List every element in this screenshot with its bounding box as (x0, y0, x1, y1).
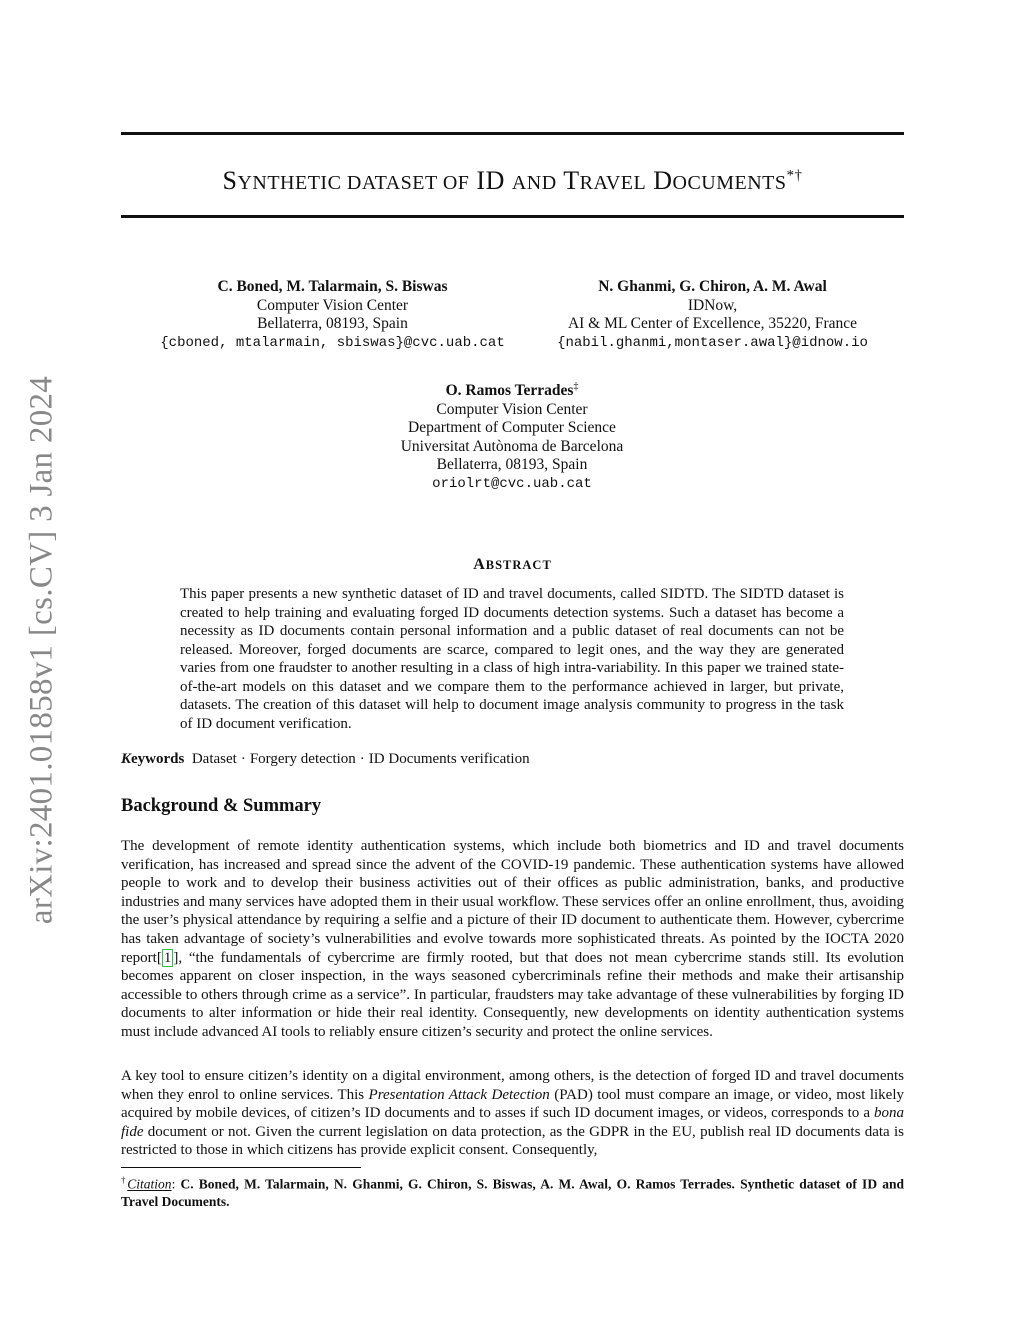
title-rule-top (121, 132, 904, 135)
author-block-uab (312, 378, 712, 493)
title-word-id: ID (476, 166, 505, 195)
title-word-synthetic-cap: S (222, 166, 238, 195)
paper-title (121, 166, 904, 196)
title-word-travel-rest: RAVEL (579, 172, 647, 194)
footnote-rule (121, 1167, 361, 1168)
body-paragraph-1: The development of remote identity authentication systems, which include both biometrics and ID and travel documents verification, has increased and spread since the advent of the COVID-19 pandemic. These authentication systems have allowed people to work and to develop their business activities out of their offices as public administration, banks, and productive industries and many services have adopted them in their usual workflow. These services offer an online enrollment, thus, avoiding the user’s physical attendance by requiring a selfie and a picture of their ID document to authenticate them. However, cybercrime has taken advantage of society’s vulnerabilities and evolve towards more sophisticated threats. As pointed by the IOCTA 2020 report[ 1 ], “the fundamentals of cybercrime are firmly rooted, but that does not mean cybercrime stands still. Its evolution becomes apparent on closer inspection, in the ways seasoned cybercriminals refine their methods and make their artisanship accessible to others through crime as a service”. In particular, fraudsters may take advantage of these vulnerabilities by forging ID documents to alter information or hide their real identity. Consequently, new developments on identity authentication systems must include advanced AI tools to reliably ensure citizen’s security and protect the online services. (121, 838, 904, 1040)
keywords-label: Keywords (121, 751, 185, 767)
author-footnote-mark: ‡ (573, 381, 579, 392)
affiliation-line: AI & ML Center of Excellence, 35220, France (567, 315, 858, 332)
body-paragraph-2: A key tool to ensure citizen’s identity on a digital environment, among others, is the detection of forged ID and travel documents when they enrol to online services. This Presentation Attack Detection (PAD) tool must compare an image, or video, most likely acquired by mobile devices, of citizen’s ID documents and to asses if such ID document images, or videos, corresponds to a bona fide document or not. Given the current legislation on data protection, as the GDPR in the EU, publish real ID documents data is restricted to those in which citizens has provide explicit consent. Consequently, (121, 1068, 904, 1159)
keyword-item: ID Documents verification (368, 751, 530, 767)
keywords-line (121, 751, 904, 768)
title-words-synthetic-dataset-of: YNTHETIC DATASET OF (237, 172, 470, 194)
title-word-travel-cap: T (563, 166, 580, 195)
footnote-label: Citation (127, 1176, 172, 1192)
keyword-item: Forgery detection (249, 751, 356, 767)
title-rule-bottom (121, 215, 904, 218)
affiliation-line: Computer Vision Center (256, 296, 409, 314)
citation-link[interactable]: 1 (163, 949, 172, 966)
affiliation-line: Bellaterra, 08193, Spain (257, 315, 408, 332)
abstract-text: This paper presents a new synthetic dataset of ID and travel documents, called SIDTD. The SIDTD dataset is created to help training and evaluating forged ID documents detection systems. Such a dataset has become a necessity as ID documents contain personal information and a public dataset of real documents can not be released. Moreover, forged documents are scarce, compared to legit ones, and the way they are generated varies from one fraudster to another resulting in a class of high intra-variability. In this paper we trained state-of-the-art models on this dataset and we compare them to the performance achieved in larger, but private, datasets. The creation of this dataset will help to document image analysis community to progress in the task of ID document verification. (180, 586, 844, 732)
italic-term: bona fide (121, 1105, 904, 1140)
title-footnote-marks: *† (786, 167, 803, 184)
affiliation-line: Computer Vision Center (436, 400, 588, 418)
author-email: oriolrt@cvc.uab.cat (432, 475, 592, 492)
author-names: C. Boned, M. Talarmain, S. Biswas (217, 278, 448, 295)
author-names (312, 378, 712, 401)
section-heading: Background & Summary (121, 796, 322, 816)
author-names: N. Ghanmi, G. Chiron, A. M. Awal (598, 278, 827, 295)
keyword-separator: · (359, 751, 365, 767)
footnote-mark: † (121, 1175, 128, 1185)
author-name-text: O. Ramos Terrades (445, 382, 574, 400)
footnote-reference: C. Boned, M. Talarmain, N. Ghanmi, G. Chiron, S. Biswas, A. M. Awal, O. Ramos Terrades. Synthetic dataset of ID and Travel Documents. (121, 1176, 904, 1209)
author-block-cvc (130, 278, 535, 352)
title-word-documents-cap: D (653, 166, 673, 195)
author-email: {nabil.ghanmi,montaser.awal}@idnow.io (557, 334, 868, 351)
arxiv-identifier-stamp: arXiv:2401.01858v1 [cs.CV] 3 Jan 2024 (23, 375, 60, 925)
author-block-idnow (530, 278, 895, 352)
italic-term: Presentation Attack Detection (368, 1086, 550, 1103)
abstract-heading-rest: BSTRACT (485, 558, 552, 572)
abstract-heading (121, 556, 904, 574)
keyword-separator: · (240, 751, 246, 767)
keyword-item: Dataset (191, 751, 237, 767)
affiliation-line: Bellaterra, 08193, Spain (436, 456, 588, 474)
affiliation-line: Department of Computer Science (408, 419, 616, 437)
citation-footnote: †Citation: C. Boned, M. Talarmain, N. Ghanmi, G. Chiron, S. Biswas, A. M. Awal, O. Ramos Terrades. Synthetic dataset of ID and Travel Documents. (121, 1175, 904, 1209)
affiliation-line: Universitat Autònoma de Barcelona (400, 437, 624, 455)
author-email: {cboned, mtalarmain, sbiswas}@cvc.uab.cat (160, 334, 505, 351)
title-word-and: AND (511, 172, 557, 194)
abstract-heading-cap: A (473, 556, 486, 573)
title-word-documents-rest: OCUMENTS (672, 172, 787, 194)
affiliation-line: IDNow, (687, 296, 738, 314)
